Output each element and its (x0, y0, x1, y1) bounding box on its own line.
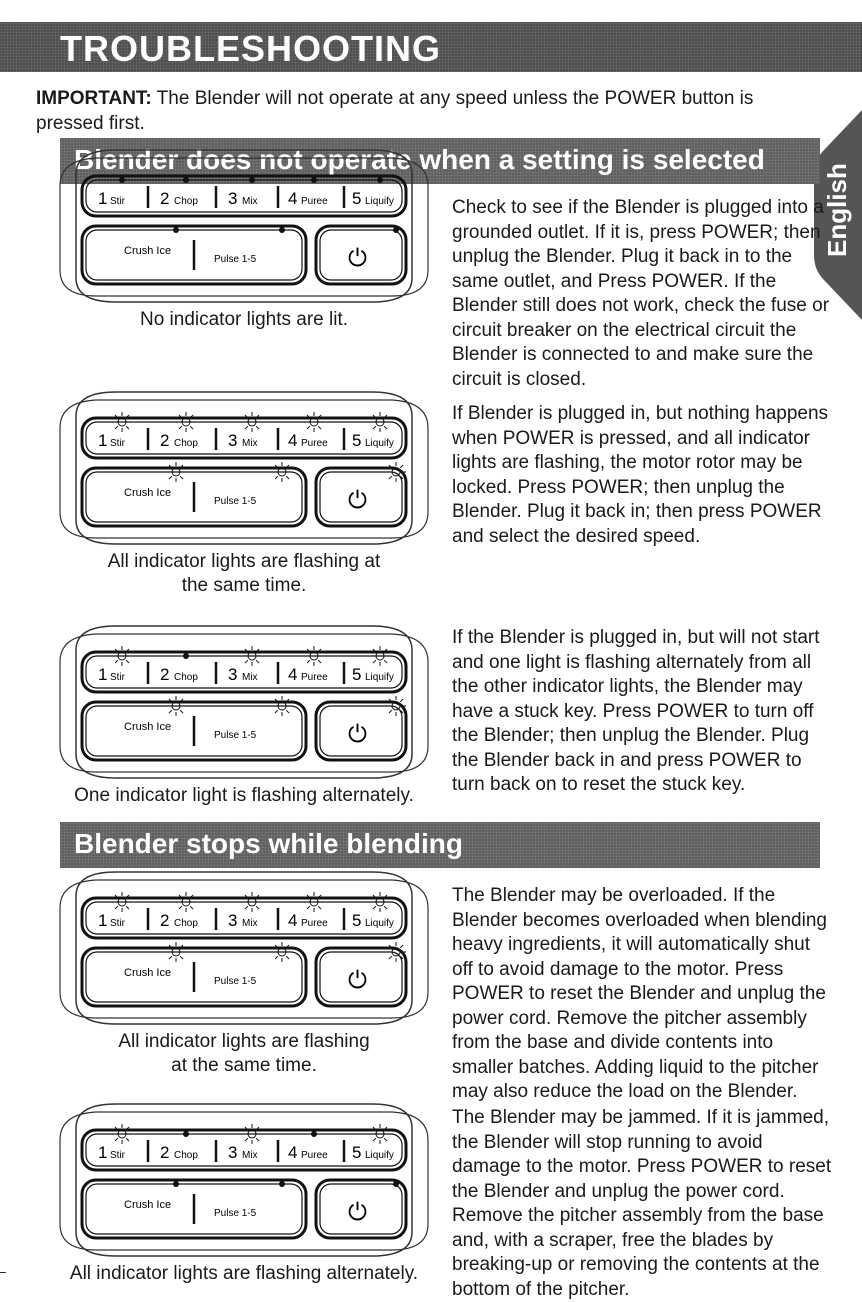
panel-caption (56, 550, 432, 598)
speed-4-number: 4 (288, 189, 298, 208)
caption-line: One indicator light is flashing alternately. (74, 785, 414, 806)
speed-3-label: Mix (242, 196, 258, 207)
indicator-light-2-icon (183, 1131, 189, 1137)
speed-3-number: 3 (228, 665, 238, 684)
speed-5-label: Liquify (365, 196, 394, 207)
speed-4-label: Puree (301, 1150, 328, 1161)
flashing-light-power-icon (386, 696, 406, 716)
speed-3-number: 3 (228, 911, 238, 930)
speed-1-number: 1 (98, 431, 108, 450)
indicator-light-power-icon (393, 1181, 399, 1187)
speed-1-label: Stir (110, 918, 125, 929)
speed-2-number: 2 (160, 911, 170, 930)
pulse-label: Pulse 1-5 (214, 496, 257, 507)
speed-5-number: 5 (352, 431, 362, 450)
control-panel-illustration (56, 868, 432, 1028)
crush-ice-label: Crush Ice (124, 245, 172, 257)
panel-figure (56, 1100, 432, 1286)
caption-line: at the same time. (171, 1055, 317, 1076)
power-icon: ⏻ (348, 486, 367, 514)
speed-5-label: Liquify (365, 672, 394, 683)
troubleshooting-paragraph: If the Blender is plugged in, but will not start and one light is flashing alternately from all the other indicator lights, the Blender may have a stuck key. Press POWER to turn off the Blender; then unplug the Blender. Plug the Blender back in and press POWER to turn back on to reset the stuck key. (452, 627, 820, 795)
speed-4-label: Puree (301, 438, 328, 449)
speed-2-number: 2 (160, 431, 170, 450)
caption-line: All indicator lights are flashing at (107, 551, 381, 572)
speed-2-number: 2 (160, 665, 170, 684)
indicator-light-pulse-icon (279, 227, 285, 233)
speed-2-number: 2 (160, 189, 170, 208)
indicator-light-power-icon (393, 227, 399, 233)
speed-5-number: 5 (352, 665, 362, 684)
crush-ice-label: Crush Ice (124, 487, 172, 499)
crush-ice-label: Crush Ice (124, 1199, 172, 1211)
power-icon: ⏻ (348, 244, 367, 272)
important-text: The Blender will not operate at any speed unless the POWER button is pressed first. (36, 88, 754, 134)
section-bar-stops (60, 822, 820, 868)
section-title: Blender stops while blending (74, 828, 463, 859)
power-icon: ⏻ (348, 1198, 367, 1226)
speed-2-label: Chop (174, 672, 198, 683)
speed-1-label: Stir (110, 438, 125, 449)
speed-3-label: Mix (242, 672, 258, 683)
crush-ice-label: Crush Ice (124, 721, 172, 733)
speed-4-number: 4 (288, 1143, 298, 1162)
panel-caption (56, 784, 432, 808)
flashing-light-power-icon (386, 462, 406, 482)
speed-5-number: 5 (352, 189, 362, 208)
speed-4-label: Puree (301, 918, 328, 929)
speed-1-number: 1 (98, 911, 108, 930)
power-icon: ⏻ (348, 966, 367, 994)
troubleshooting-paragraph: If Blender is plugged in, but nothing happens when POWER is pressed, and all indicator lights are flashing, the motor rotor may be locked. Press POWER; then unplug the Blender. Plug it back in; then press POWER and select the desired speed. (452, 403, 829, 547)
troubleshooting-paragraph: The Blender may be jammed. If it is jammed, the Blender will stop running to avoid damage to the motor. Press POWER to reset the Blender and unplug the power cord. Remove the pitcher assembly from the base and, with a scraper, free the blades by breaking-up or removing the contents at the bottom of the pitcher. (452, 1107, 832, 1300)
speed-4-number: 4 (288, 665, 298, 684)
caption-line: All indicator lights are flashing (118, 1031, 370, 1052)
speed-5-label: Liquify (365, 438, 394, 449)
speed-3-number: 3 (228, 1143, 238, 1162)
control-panel-illustration (56, 1100, 432, 1260)
speed-2-label: Chop (174, 918, 198, 929)
speed-5-label: Liquify (365, 918, 394, 929)
speed-3-label: Mix (242, 1150, 258, 1161)
control-panel-illustration (56, 622, 432, 782)
panel-caption (56, 1030, 432, 1078)
speed-2-number: 2 (160, 1143, 170, 1162)
page-crop-mark (0, 1272, 6, 1273)
speed-4-label: Puree (301, 196, 328, 207)
indicator-light-1-icon (119, 177, 125, 183)
caption-line: All indicator lights are flashing alternately. (69, 1263, 419, 1284)
language-tab-label: English (822, 163, 852, 257)
speed-1-number: 1 (98, 665, 108, 684)
pulse-label: Pulse 1-5 (214, 254, 257, 265)
indicator-light-3-icon (249, 177, 255, 183)
indicator-light-2-icon (183, 653, 189, 659)
page-title: TROUBLESHOOTING (60, 28, 441, 69)
speed-1-label: Stir (110, 196, 125, 207)
speed-3-label: Mix (242, 438, 258, 449)
speed-2-label: Chop (174, 438, 198, 449)
panel-figure (56, 622, 432, 808)
flashing-light-power-icon (386, 942, 406, 962)
pulse-label: Pulse 1-5 (214, 1208, 257, 1219)
indicator-light-4-icon (311, 177, 317, 183)
control-panel-illustration (56, 388, 432, 548)
control-panel-illustration (56, 146, 432, 306)
important-note (36, 86, 796, 136)
speed-5-label: Liquify (365, 1150, 394, 1161)
speed-1-number: 1 (98, 189, 108, 208)
indicator-light-4-icon (311, 1131, 317, 1137)
speed-3-label: Mix (242, 918, 258, 929)
troubleshooting-paragraph: Check to see if the Blender is plugged into a grounded outlet. If it is, press POWER; then unplug the Blender. Plug it back in to the same outlet, and Press POWER. If the Blender still does not work, check the fuse or circuit breaker on the electrical circuit the Blender is connected to and make sure the circuit is closed. (452, 197, 830, 390)
caption-line: the same time. (181, 575, 307, 596)
speed-5-number: 5 (352, 1143, 362, 1162)
speed-5-number: 5 (352, 911, 362, 930)
panel-figure (56, 388, 432, 598)
pulse-label: Pulse 1-5 (214, 976, 257, 987)
speed-4-number: 4 (288, 911, 298, 930)
speed-2-label: Chop (174, 1150, 198, 1161)
speed-3-number: 3 (228, 189, 238, 208)
speed-4-number: 4 (288, 431, 298, 450)
speed-1-label: Stir (110, 672, 125, 683)
important-label: IMPORTANT: (36, 88, 152, 109)
panel-caption (56, 1262, 432, 1286)
speed-1-number: 1 (98, 1143, 108, 1162)
indicator-light-crush-icon (173, 1181, 179, 1187)
speed-2-label: Chop (174, 196, 198, 207)
panel-figure (56, 868, 432, 1078)
crush-ice-label: Crush Ice (124, 967, 172, 979)
caption-line: No indicator lights are lit. (139, 309, 349, 330)
panel-figure (56, 146, 432, 332)
speed-4-label: Puree (301, 672, 328, 683)
indicator-light-5-icon (377, 177, 383, 183)
speed-1-label: Stir (110, 1150, 125, 1161)
section-title: Blender does not operate when a setting is selected (74, 144, 765, 175)
power-icon: ⏻ (348, 720, 367, 748)
indicator-light-2-icon (183, 177, 189, 183)
pulse-label: Pulse 1-5 (214, 730, 257, 741)
header-bar (0, 22, 862, 72)
troubleshooting-paragraph: The Blender may be overloaded. If the Blender becomes overloaded when blending heavy ingredients, it will automatically shut off to avoid damage to the motor. Press POWER to reset the Blender and unplug the power cord. Remove the pitcher assembly from the base and divide contents into smaller batches. Adding liquid to the pitcher may also reduce the load on the Blender. (452, 885, 827, 1102)
indicator-light-crush-icon (173, 227, 179, 233)
panel-caption (56, 308, 432, 332)
indicator-light-pulse-icon (279, 1181, 285, 1187)
speed-3-number: 3 (228, 431, 238, 450)
